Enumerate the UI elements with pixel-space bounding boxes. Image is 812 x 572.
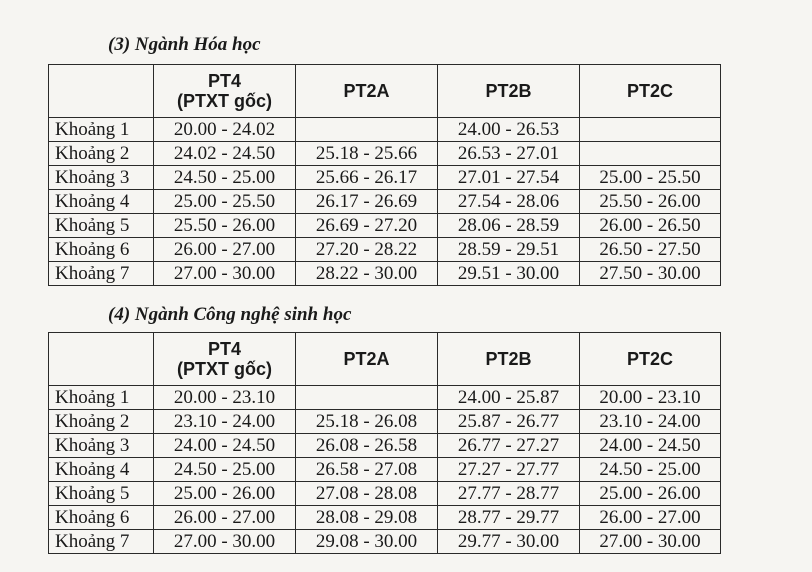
section-title-hoa-hoc: (3) Ngành Hóa học: [108, 34, 261, 55]
score-range-cell: 25.00 - 26.00: [580, 482, 721, 506]
score-range-cell: 27.00 - 30.00: [154, 262, 296, 286]
score-range-cell: 24.50 - 25.00: [154, 166, 296, 190]
score-range-cell: 27.27 - 27.77: [438, 458, 580, 482]
table-row: [49, 482, 721, 506]
row-label-cell: Khoảng 4: [49, 190, 154, 214]
table-row: [49, 142, 721, 166]
header-pt4-label: PT4: [207, 339, 241, 359]
score-range-cell: 26.00 - 27.00: [154, 238, 296, 262]
table-row: [49, 386, 721, 410]
row-label-cell: Khoảng 1: [49, 118, 154, 142]
row-label-cell: Khoảng 2: [49, 142, 154, 166]
score-range-cell: 25.18 - 25.66: [296, 142, 438, 166]
table-row: [49, 118, 721, 142]
score-range-cell: 25.87 - 26.77: [438, 410, 580, 434]
row-label-cell: Khoảng 3: [49, 434, 154, 458]
row-label-cell: Khoảng 6: [49, 238, 154, 262]
table-row: [49, 166, 721, 190]
score-range-cell: [296, 118, 438, 142]
table-row: [49, 506, 721, 530]
header-cell-pt2a: PT2A: [296, 65, 438, 118]
row-label-cell: Khoảng 1: [49, 386, 154, 410]
header-cell-pt2c: PT2C: [580, 65, 721, 118]
score-range-cell: [580, 118, 721, 142]
score-range-cell: 20.00 - 24.02: [154, 118, 296, 142]
score-range-cell: 25.00 - 25.50: [154, 190, 296, 214]
header-pt4-label: PT4: [207, 71, 241, 91]
score-range-cell: 27.08 - 28.08: [296, 482, 438, 506]
score-range-cell: 26.58 - 27.08: [296, 458, 438, 482]
score-range-cell: 24.00 - 24.50: [154, 434, 296, 458]
score-range-cell: [580, 142, 721, 166]
score-range-cell: 27.50 - 30.00: [580, 262, 721, 286]
score-range-cell: 28.08 - 29.08: [296, 506, 438, 530]
header-cell-pt2c: PT2C: [580, 333, 721, 386]
score-range-cell: 24.50 - 25.00: [154, 458, 296, 482]
score-range-cell: 25.50 - 26.00: [580, 190, 721, 214]
header-cell-pt4: [154, 65, 296, 118]
score-range-cell: 26.17 - 26.69: [296, 190, 438, 214]
score-range-cell: 26.00 - 26.50: [580, 214, 721, 238]
score-range-cell: 29.51 - 30.00: [438, 262, 580, 286]
row-label-cell: Khoảng 3: [49, 166, 154, 190]
score-range-cell: 27.20 - 28.22: [296, 238, 438, 262]
table-row: [49, 238, 721, 262]
header-pt4-sublabel: (PTXT gốc): [177, 91, 272, 111]
score-range-cell: 25.00 - 26.00: [154, 482, 296, 506]
score-range-cell: 25.50 - 26.00: [154, 214, 296, 238]
score-table-cong-nghe-sinh-hoc: [48, 332, 721, 554]
score-table-hoa-hoc: [48, 64, 721, 286]
score-range-cell: 28.06 - 28.59: [438, 214, 580, 238]
row-label-cell: Khoảng 6: [49, 506, 154, 530]
table-row: [49, 458, 721, 482]
table-row: [49, 214, 721, 238]
section-title-cong-nghe-sinh-hoc: (4) Ngành Công nghệ sinh học: [108, 304, 352, 325]
score-range-cell: [296, 386, 438, 410]
score-range-cell: 27.00 - 30.00: [580, 530, 721, 554]
header-cell-pt2a: PT2A: [296, 333, 438, 386]
header-cell-pt2b: PT2B: [438, 333, 580, 386]
score-range-cell: 24.02 - 24.50: [154, 142, 296, 166]
score-range-cell: 28.22 - 30.00: [296, 262, 438, 286]
header-cell-pt2b: PT2B: [438, 65, 580, 118]
table-row: [49, 410, 721, 434]
score-range-cell: 24.00 - 24.50: [580, 434, 721, 458]
score-range-cell: 26.50 - 27.50: [580, 238, 721, 262]
row-label-cell: Khoảng 5: [49, 482, 154, 506]
score-range-cell: 26.77 - 27.27: [438, 434, 580, 458]
score-range-cell: 23.10 - 24.00: [154, 410, 296, 434]
score-range-cell: 27.01 - 27.54: [438, 166, 580, 190]
score-range-cell: 26.00 - 27.00: [154, 506, 296, 530]
row-label-cell: Khoảng 7: [49, 262, 154, 286]
score-range-cell: 26.69 - 27.20: [296, 214, 438, 238]
score-range-cell: 27.54 - 28.06: [438, 190, 580, 214]
score-range-cell: 24.00 - 25.87: [438, 386, 580, 410]
score-range-cell: 25.66 - 26.17: [296, 166, 438, 190]
table-row: [49, 434, 721, 458]
score-range-cell: 29.77 - 30.00: [438, 530, 580, 554]
row-label-cell: Khoảng 7: [49, 530, 154, 554]
score-range-cell: 23.10 - 24.00: [580, 410, 721, 434]
table-row: [49, 530, 721, 554]
score-range-cell: 20.00 - 23.10: [154, 386, 296, 410]
score-range-cell: 27.77 - 28.77: [438, 482, 580, 506]
score-range-cell: 26.00 - 27.00: [580, 506, 721, 530]
header-cell-empty: [49, 333, 154, 386]
score-range-cell: 24.50 - 25.00: [580, 458, 721, 482]
score-range-cell: 20.00 - 23.10: [580, 386, 721, 410]
score-range-cell: 27.00 - 30.00: [154, 530, 296, 554]
score-range-cell: 28.59 - 29.51: [438, 238, 580, 262]
score-range-cell: 25.00 - 25.50: [580, 166, 721, 190]
score-range-cell: 24.00 - 26.53: [438, 118, 580, 142]
header-cell-empty: [49, 65, 154, 118]
score-range-cell: 29.08 - 30.00: [296, 530, 438, 554]
score-range-cell: 26.53 - 27.01: [438, 142, 580, 166]
header-pt4-sublabel: (PTXT gốc): [177, 359, 272, 379]
row-label-cell: Khoảng 4: [49, 458, 154, 482]
table-row: [49, 262, 721, 286]
row-label-cell: Khoảng 5: [49, 214, 154, 238]
table-row: [49, 190, 721, 214]
row-label-cell: Khoảng 2: [49, 410, 154, 434]
score-range-cell: 26.08 - 26.58: [296, 434, 438, 458]
score-range-cell: 28.77 - 29.77: [438, 506, 580, 530]
table-header-row: [49, 65, 721, 118]
table-header-row: [49, 333, 721, 386]
score-range-cell: 25.18 - 26.08: [296, 410, 438, 434]
header-cell-pt4: [154, 333, 296, 386]
